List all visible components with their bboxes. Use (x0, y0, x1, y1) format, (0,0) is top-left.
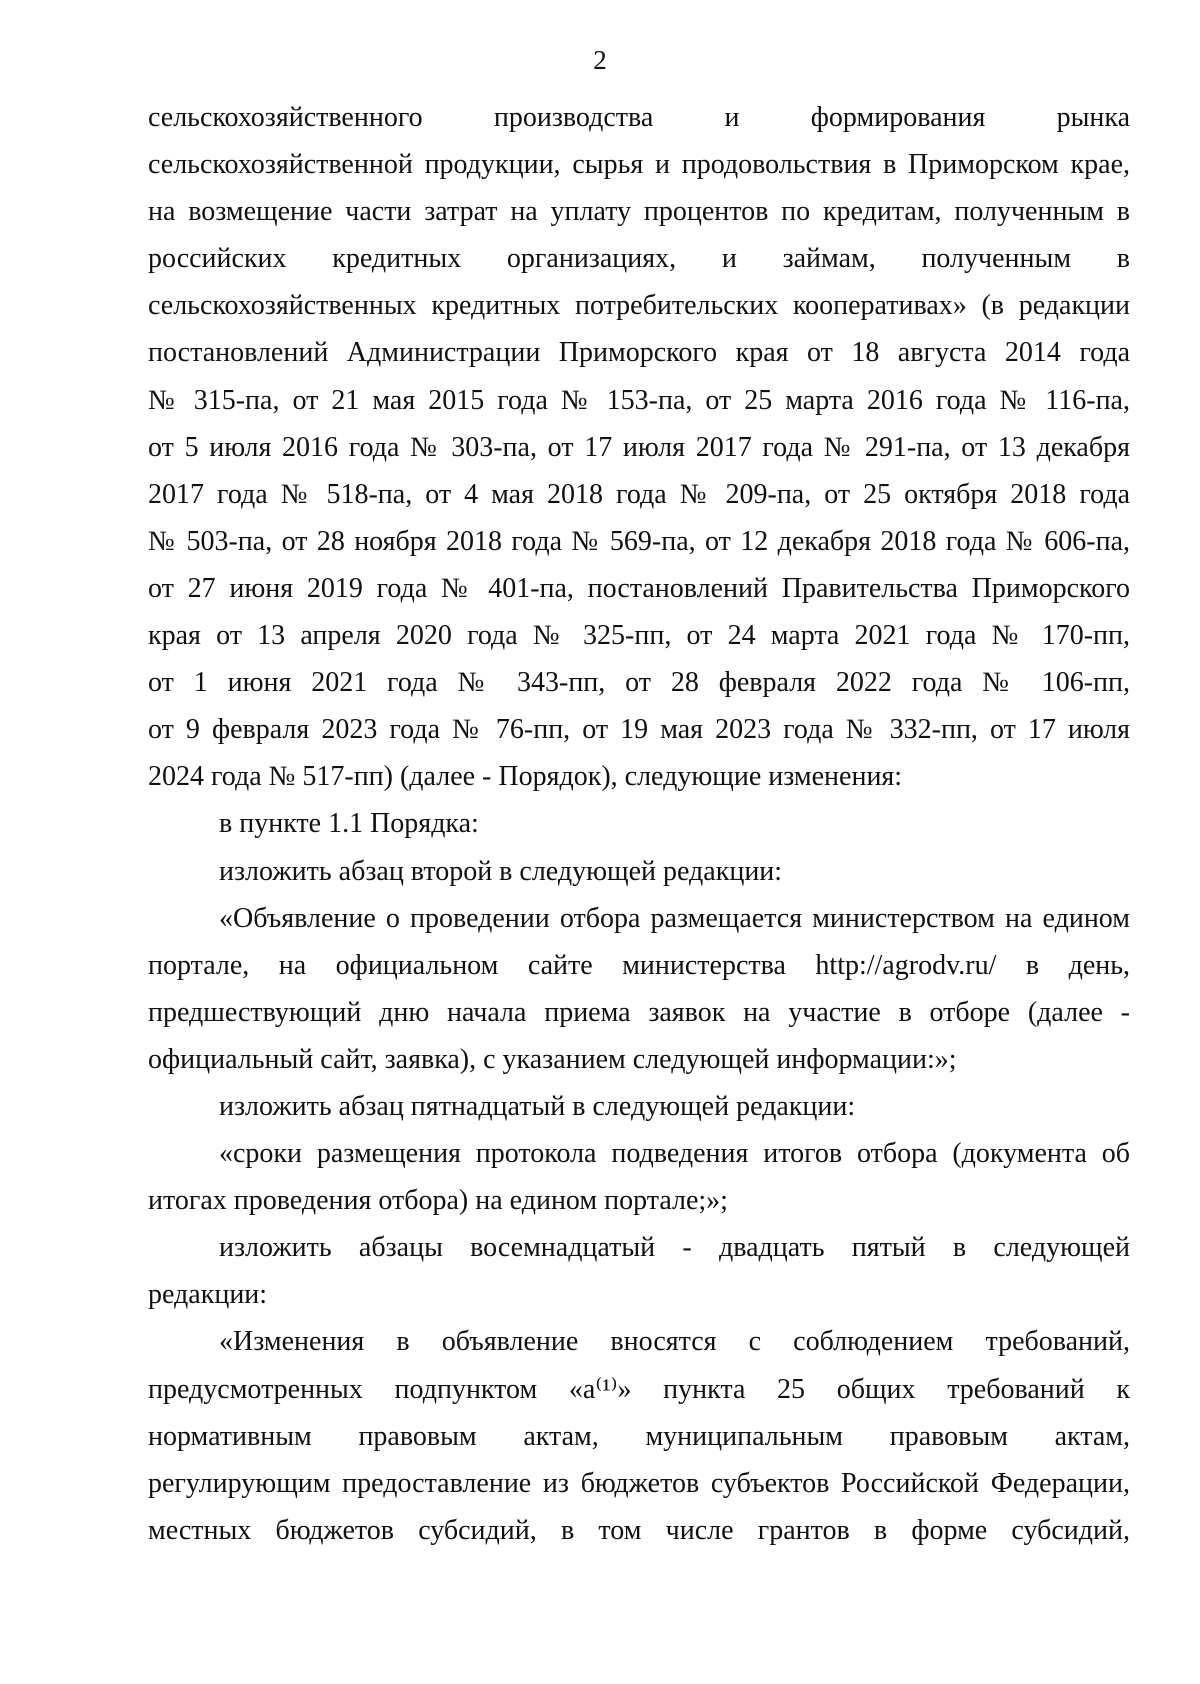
text-line: изложить абзац пятнадцатый в следующей редакции: (219, 1090, 856, 1122)
text-line: сельскохозяйственной продукции, сырья и продовольствия в Приморском крае, (148, 149, 1130, 181)
text-line: № 503-па, от 28 ноября 2018 года № 569-па, от 12 декабря 2018 года № 606-па, (148, 525, 1130, 557)
text-line: от 5 июля 2016 года № 303-па, от 17 июля 2017 года № 291-па, от 13 декабря (148, 431, 1130, 463)
text-line: «Объявление о проведении отбора размещается министерством на едином (219, 902, 1130, 934)
text-line: 2017 года № 518-па, от 4 мая 2018 года № 209-па, от 25 октября 2018 года (148, 478, 1130, 510)
text-line: края от 13 апреля 2020 года № 325-пп, от 24 марта 2021 года № 170-пп, (148, 620, 1130, 652)
text-line: регулирующим предоставление из бюджетов субъектов Российской Федерации, (148, 1467, 1130, 1499)
text-line: на возмещение части затрат на уплату процентов по кредитам, полученным в (148, 196, 1130, 228)
text-line: «Изменения в объявление вносятся с соблюдением требований, (219, 1326, 1130, 1358)
text-line: от 9 февраля 2023 года № 76-пп, от 19 мая 2023 года № 332-пп, от 17 июля (148, 714, 1130, 746)
text-line: сельскохозяйственных кредитных потребительских кооперативах» (в редакции (148, 290, 1130, 322)
text-line: № 315-па, от 21 мая 2015 года № 153-па, от 25 марта 2016 года № 116-па, (148, 384, 1130, 416)
page-number: 2 (593, 45, 607, 75)
text-line: от 27 июня 2019 года № 401-па, постановлений Правительства Приморского (148, 572, 1130, 604)
text-line: местных бюджетов субсидий, в том числе грантов в форме субсидий, (148, 1514, 1130, 1546)
text-line: в пункте 1.1 Порядка: (219, 808, 479, 840)
text-line: сельскохозяйственного производства и формирования рынка (148, 102, 1130, 133)
text-line: нормативным правовым актам, муниципальным правовым актам, (148, 1420, 1130, 1452)
text-line: предшествующий дню начала приема заявок на участие в отборе (далее - (148, 996, 1130, 1028)
text-line: изложить абзацы восемнадцатый - двадцать пятый в следующей (219, 1232, 1130, 1264)
text-line: изложить абзац второй в следующей редакции: (219, 855, 783, 887)
body-text (148, 94, 1130, 1554)
text-line: редакции: (148, 1279, 268, 1311)
text-line: итогах проведения отбора) на едином портале;»; (148, 1185, 728, 1217)
text-line: официальный сайт, заявка), с указанием следующей информации:»; (148, 1043, 957, 1075)
text-line: от 1 июня 2021 года № 343-пп, от 28 февраля 2022 года № 106-пп, (148, 667, 1130, 699)
text-line: российских кредитных организациях, и займам, полученным в (148, 243, 1130, 275)
text-line: 2024 года № 517-пп) (далее - Порядок), следующие изменения: (148, 761, 903, 793)
text-line: портале, на официальном сайте министерства http://agrodv.ru/ в день, (148, 949, 1130, 981)
text-line: предусмотренных подпунктом «а⁽¹⁾» пункта 25 общих требований к (148, 1373, 1130, 1405)
text-line: постановлений Администрации Приморского края от 18 августа 2014 года (148, 337, 1130, 369)
text-line: «сроки размещения протокола подведения итогов отбора (документа об (219, 1138, 1130, 1170)
